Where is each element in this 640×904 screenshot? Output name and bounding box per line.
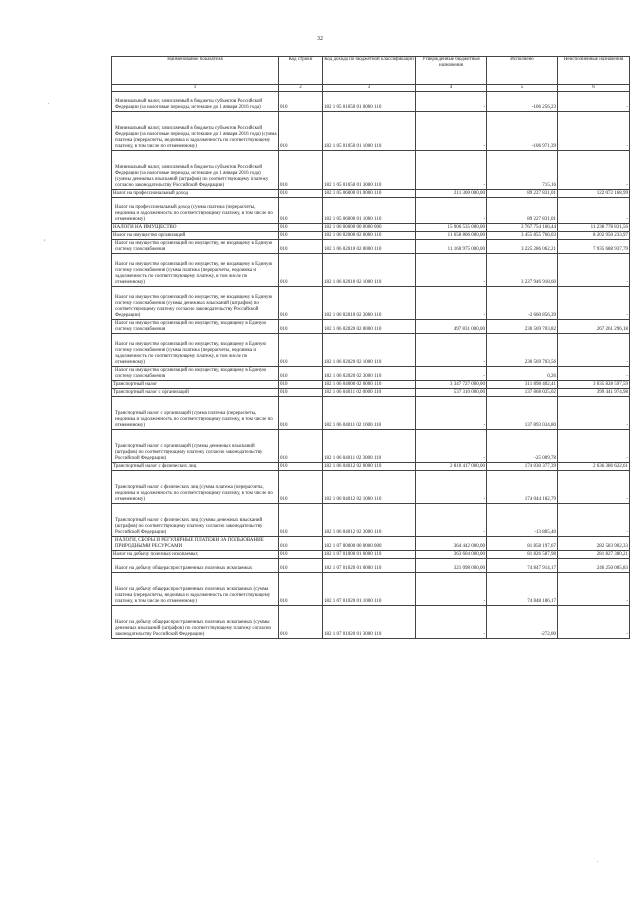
row-name: Транспортный налог с организаций (суммы денежных взысканий (штрафов) по соответствующему платежу согласно законодательству Российской Федерации) [112,430,279,463]
row-executed: 715,16 [487,151,558,190]
table-row [112,471,630,504]
row-kbk: 182 1 05 01050 01 0000 110 [323,92,416,112]
table-row [112,232,630,240]
row-kbk: 182 1 07 00000 00 0000 000 [323,537,416,551]
row-executed: 3 455 855 766,03 [487,232,558,240]
row-approved: - [416,334,487,367]
column-number-row [112,85,630,92]
row-line-code: 010 [279,504,323,537]
row-approved: 537 310 000,00 [416,389,487,397]
page-number: 32 [317,36,323,42]
row-name: Налог на добычу полезных ископаемых [112,551,279,559]
row-kbk: 182 1 06 02010 02 0000 110 [323,240,416,254]
table-row [112,381,630,389]
row-unexecuted: - [558,92,630,112]
table-header-row [112,57,630,85]
row-kbk: 182 1 05 06000 01 0000 110 [323,190,416,198]
table-row [112,92,630,112]
row-line-code: 010 [279,430,323,463]
header-approved: Утвержденные бюджетные назначения [416,57,487,85]
row-kbk: 182 1 05 01050 01 3000 110 [323,151,416,190]
row-executed: 174 030 377,39 [487,463,558,471]
row-executed: -2 660 856,39 [487,287,558,320]
table-row [112,240,630,254]
row-kbk: 182 1 06 04012 02 3000 110 [323,504,416,537]
row-name: Налог на профессиональный доход [112,190,279,198]
row-approved: - [416,504,487,537]
row-kbk: 182 1 06 02020 02 0000 110 [323,320,416,334]
row-name: Минимальный налог, зачисляемый в бюджеты субъектов Российской Федерации (за налоговые периоды, истекшие до 1 января 2016 года) (сумма платежа (перерасчеты, недоимка и задолженность по соответствующему платежу, в том числе по отмененному) [112,112,279,151]
row-executed: 230 569 703,82 [487,320,558,334]
row-approved: - [416,471,487,504]
row-name: Минимальный налог, зачисляемый в бюджеты субъектов Российской Федерации (за налоговые периоды, истекшие до 1 января 2016 года) [112,92,279,112]
row-kbk: 182 1 07 01020 01 3000 110 [323,606,416,639]
row-line-code: 010 [279,559,323,573]
header-name: Наименование показателя [112,57,279,85]
row-approved: - [416,198,487,224]
row-approved: - [416,151,487,190]
row-kbk: 182 1 05 01050 01 1000 110 [323,112,416,151]
row-name: Налог на профессиональный доход (сумма платежа (перерасчеты, недоимка и задолженность по соответствующему платежу, в том числе по отмененному) [112,198,279,224]
row-executed: -106 971,39 [487,112,558,151]
row-unexecuted: 122 072 168,99 [558,190,630,198]
row-executed: 0,26 [487,367,558,381]
row-unexecuted: - [558,367,630,381]
row-executed: 174 044 182,79 [487,471,558,504]
row-unexecuted: - [558,430,630,463]
row-unexecuted: 399 441 974,98 [558,389,630,397]
row-unexecuted: - [558,287,630,320]
row-kbk: 182 1 06 04011 02 1000 110 [323,397,416,430]
column-number: 3 [323,85,416,92]
row-unexecuted: - [558,112,630,151]
row-executed: -13 805,40 [487,504,558,537]
row-unexecuted: 267 261 296,18 [558,320,630,334]
row-name: Транспортный налог с физических лиц (сумма платежа (перерасчеты, недоимка и задолженность по соответствующему платежу, в том числе по отмененному) [112,471,279,504]
column-number: 1 [112,85,279,92]
table-row [112,559,630,573]
row-approved: 3 347 727 000,00 [416,381,487,389]
row-executed: -106 256,23 [487,92,558,112]
row-unexecuted: - [558,397,630,430]
row-name: Налог на имущество организаций по имуществу, не входящему в Единую систему газоснабжения (суммы денежных взысканий (штрафов) по соответствующему платежу согласно законодательству Российской Федерации) [112,287,279,320]
row-unexecuted: 7 935 688 937,79 [558,240,630,254]
row-kbk: 182 1 07 01000 01 0000 110 [323,551,416,559]
table-row [112,287,630,320]
row-line-code: 010 [279,573,323,606]
row-kbk: 182 1 06 04011 02 0000 110 [323,389,416,397]
row-unexecuted: 246 250 085,83 [558,559,630,573]
row-kbk: 182 1 06 02000 02 0000 110 [323,232,416,240]
row-name: Налог на добычу общераспространенных полезных ископаемых (суммы денежных взысканий (штрафов) по соответствующему платежу согласно законодательству Российской Федерации) [112,606,279,639]
row-line-code: 010 [279,232,323,240]
table-row [112,504,630,537]
row-line-code: 010 [279,92,323,112]
table-row [112,151,630,190]
budget-execution-table [111,56,630,639]
table-row [112,397,630,430]
row-executed: 74 847 914,17 [487,559,558,573]
column-number: 2 [279,85,323,92]
table-row [112,367,630,381]
row-kbk: 182 1 06 04000 02 0000 110 [323,381,416,389]
row-line-code: 010 [279,471,323,504]
row-executed: 137 868 025,02 [487,389,558,397]
table-row [112,190,630,198]
row-name: Транспортный налог с физических лиц (суммы денежных взысканий (штрафов) по соответствующему платежу согласно законодательству Российской Федерации) [112,504,279,537]
row-executed: 230 569 703,56 [487,334,558,367]
header-unexecuted: Неисполненные назначения [558,57,630,85]
row-kbk: 182 1 06 02020 02 1000 110 [323,334,416,367]
row-kbk: 182 1 06 02010 02 3000 110 [323,287,416,320]
table-row [112,334,630,367]
row-name: Налог на имущество организаций [112,232,279,240]
table-row [112,537,630,551]
row-kbk: 182 1 07 01020 01 1000 110 [323,573,416,606]
row-kbk: 182 1 06 00000 00 0000 000 [323,224,416,232]
row-unexecuted: - [558,573,630,606]
row-name: Налог на имущество организаций по имуществу, не входящему в Единую систему газоснабжения [112,240,279,254]
row-name: НАЛОГИ, СБОРЫ И РЕГУЛЯРНЫЕ ПЛАТЕЖИ ЗА ПОЛЬЗОВАНИЕ ПРИРОДНЫМИ РЕСУРСАМИ [112,537,279,551]
row-unexecuted: 8 202 950 233,97 [558,232,630,240]
row-unexecuted: - [558,198,630,224]
row-line-code: 010 [279,198,323,224]
row-unexecuted: - [558,606,630,639]
row-approved: 497 831 000,00 [416,320,487,334]
row-approved: - [416,254,487,287]
row-approved: - [416,430,487,463]
scan-mark: . [597,858,599,864]
row-line-code: 010 [279,320,323,334]
row-executed: 3 225 286 062,21 [487,240,558,254]
table-row [112,430,630,463]
row-executed: -25 009,78 [487,430,558,463]
row-line-code: 010 [279,551,323,559]
table-row [112,463,630,471]
row-approved: - [416,287,487,320]
row-approved: 363 604 000,00 [416,551,487,559]
row-line-code: 010 [279,606,323,639]
row-approved: 11 658 806 000,00 [416,232,487,240]
row-kbk: 182 1 06 02010 02 1000 110 [323,254,416,287]
row-line-code: 010 [279,381,323,389]
row-executed: 89 227 831,01 [487,190,558,198]
row-executed: 311 898 402,41 [487,381,558,389]
row-line-code: 010 [279,537,323,551]
row-kbk: 182 1 06 04011 02 3000 110 [323,430,416,463]
row-unexecuted: - [558,471,630,504]
row-name: Транспортный налог [112,381,279,389]
row-line-code: 010 [279,151,323,190]
row-unexecuted: 2 636 386 622,61 [558,463,630,471]
row-executed: 81 826 587,98 [487,551,558,559]
row-name: Налог на имущество организаций по имуществу, входящему в Единую систему газоснабжения [112,367,279,381]
row-approved: - [416,606,487,639]
row-executed: 3 767 754 166,44 [487,224,558,232]
row-unexecuted: 3 035 828 597,59 [558,381,630,389]
scan-mark: . [48,100,50,106]
row-approved: 321 098 000,00 [416,559,487,573]
row-approved: 15 006 535 000,00 [416,224,487,232]
row-unexecuted: 281 827 380,21 [558,551,630,559]
row-approved: - [416,92,487,112]
header-executed: Исполнено [487,57,558,85]
row-executed: 89 227 831,01 [487,198,558,224]
table-row [112,573,630,606]
row-approved: - [416,397,487,430]
row-name: Транспортный налог с физических лиц [112,463,279,471]
row-executed: -272,00 [487,606,558,639]
row-line-code: 010 [279,334,323,367]
table-row [112,320,630,334]
table-row [112,254,630,287]
row-approved: 2 810 417 000,00 [416,463,487,471]
table-row [112,224,630,232]
table-row [112,389,630,397]
column-number: 5 [487,85,558,92]
row-approved: 211 300 000,00 [416,190,487,198]
row-kbk: 182 1 05 06000 01 1000 110 [323,198,416,224]
row-approved: - [416,573,487,606]
table-row [112,551,630,559]
row-unexecuted: - [558,504,630,537]
row-name: Налог на имущество организаций по имуществу, не входящему в Единую систему газоснабжения (сумма платежа (перерасчеты, недоимка и задолженность по соответствующему платежу, в том числе по отмененному) [112,254,279,287]
row-name: НАЛОГИ НА ИМУЩЕСТВО [112,224,279,232]
row-executed: 137 893 034,80 [487,397,558,430]
row-unexecuted: 11 238 778 831,56 [558,224,630,232]
row-executed: 81 858 197,67 [487,537,558,551]
row-line-code: 010 [279,224,323,232]
header-line-code: Код строки [279,57,323,85]
row-line-code: 010 [279,190,323,198]
row-kbk: 182 1 06 04012 02 0000 110 [323,463,416,471]
row-approved: 11 160 975 000,00 [416,240,487,254]
table-body [112,92,630,639]
row-line-code: 010 [279,389,323,397]
row-name: Минимальный налог, зачисляемый в бюджеты субъектов Российской Федерации (за налоговые периоды, истекшие до 1 января 2016 года) (суммы денежных взысканий (штрафов) по соответствующему платежу согласно законодательству Российской Федерации) [112,151,279,190]
column-number: 4 [416,85,487,92]
row-approved: - [416,367,487,381]
row-kbk: 182 1 07 01020 01 0000 110 [323,559,416,573]
row-name: Налог на имущество организаций по имуществу, входящему в Единую систему газоснабжения (сумма платежа (перерасчеты, недоимка и задолженность по соответствующему платежу, в том числе по отмененному) [112,334,279,367]
row-unexecuted: - [558,254,630,287]
row-name: Налог на имущество организаций по имуществу, входящему в Единую систему газоснабжения [112,320,279,334]
scan-mark: , [44,236,46,242]
table-row [112,198,630,224]
row-unexecuted: - [558,334,630,367]
row-line-code: 010 [279,254,323,287]
row-name: Налог на добычу общераспространенных полезных ископаемых (сумма платежа (перерасчеты, недоимка и задолженность по соответствующему платежу, в том числе по отмененному) [112,573,279,606]
row-name: Транспортный налог с организаций (сумма платежа (перерасчеты, недоимка и задолженность по соответствующему платежу, в том числе по отмененному) [112,397,279,430]
row-kbk: 182 1 06 02020 02 3000 110 [323,367,416,381]
row-line-code: 010 [279,240,323,254]
header-kbk: Код дохода по бюджетной классификации [323,57,416,85]
row-line-code: 010 [279,397,323,430]
row-line-code: 010 [279,463,323,471]
row-executed: 74 848 186,17 [487,573,558,606]
table-row [112,112,630,151]
row-approved: 364 442 000,00 [416,537,487,551]
row-kbk: 182 1 06 04012 02 1000 110 [323,471,416,504]
row-line-code: 010 [279,367,323,381]
row-line-code: 010 [279,112,323,151]
row-name: Транспортный налог с организаций [112,389,279,397]
row-unexecuted: 282 583 902,33 [558,537,630,551]
row-approved: - [416,112,487,151]
table-row [112,606,630,639]
row-line-code: 010 [279,287,323,320]
column-number: 6 [558,85,630,92]
row-executed: 3 227 946 918,60 [487,254,558,287]
row-unexecuted: - [558,151,630,190]
row-name: Налог на добычу общераспространенных полезных ископаемых [112,559,279,573]
